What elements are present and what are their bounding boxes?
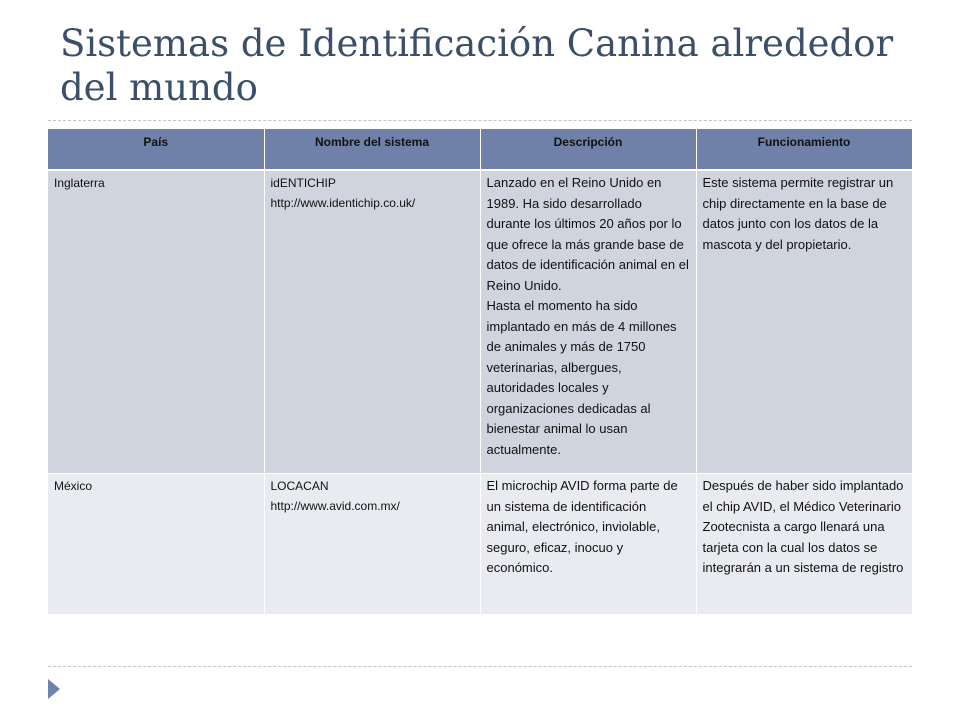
- cell-descripcion: [480, 170, 696, 474]
- triangle-bullet-icon: [48, 679, 60, 699]
- cell-pais: Inglaterra: [48, 170, 264, 474]
- header-nombre-sistema: Nombre del sistema: [264, 129, 480, 170]
- description-paragraph-2: Hasta el momento ha sido implantado en más de 4 millones de animales y más de 1750 veterinarias, albergues, autoridades locales y organizaciones dedicadas al bienestar animal lo usan actualmente.: [486, 298, 677, 457]
- table-row: [48, 170, 912, 474]
- description-paragraph-1: Lanzado en el Reino Unido en 1989. Ha sido desarrollado durante los últimos 20 años por lo que ofrece la más grande base de datos de identificación animal en el Reino Unido.: [486, 175, 689, 293]
- cell-nombre: [264, 474, 480, 615]
- description-paragraph-1: El microchip AVID forma parte de un sistema de identificación animal, electrónico, inviolable, seguro, eficaz, inocuo y económico.: [486, 478, 678, 575]
- cell-nombre: [264, 170, 480, 474]
- table-row: [48, 474, 912, 615]
- identification-systems-table: [48, 129, 913, 615]
- cell-funcionamiento: Después de haber sido implantado el chip AVID, el Médico Veterinario Zootecnista a cargo llenará una tarjeta con la cual los datos se integrarán a un sistema de registro: [696, 474, 912, 615]
- cell-pais: México: [48, 474, 264, 615]
- cell-descripcion: [480, 474, 696, 615]
- system-url: http://www.avid.com.mx/: [270, 499, 400, 513]
- cell-funcionamiento: Este sistema permite registrar un chip directamente en la base de datos junto con los datos de la mascota y del propietario.: [696, 170, 912, 474]
- system-url: http://www.identichip.co.uk/: [270, 196, 416, 210]
- header-pais: País: [48, 129, 264, 170]
- system-name: LOCACAN: [270, 479, 329, 493]
- header-funcionamiento: Funcionamiento: [696, 129, 912, 170]
- slide-title: Sistemas de Identificación Canina alrededor del mundo: [60, 22, 894, 109]
- bottom-divider: [48, 666, 912, 667]
- header-descripcion: Descripción: [480, 129, 696, 170]
- top-divider: [48, 120, 912, 121]
- table-header-row: [48, 129, 912, 170]
- system-name: idENTICHIP: [270, 176, 336, 190]
